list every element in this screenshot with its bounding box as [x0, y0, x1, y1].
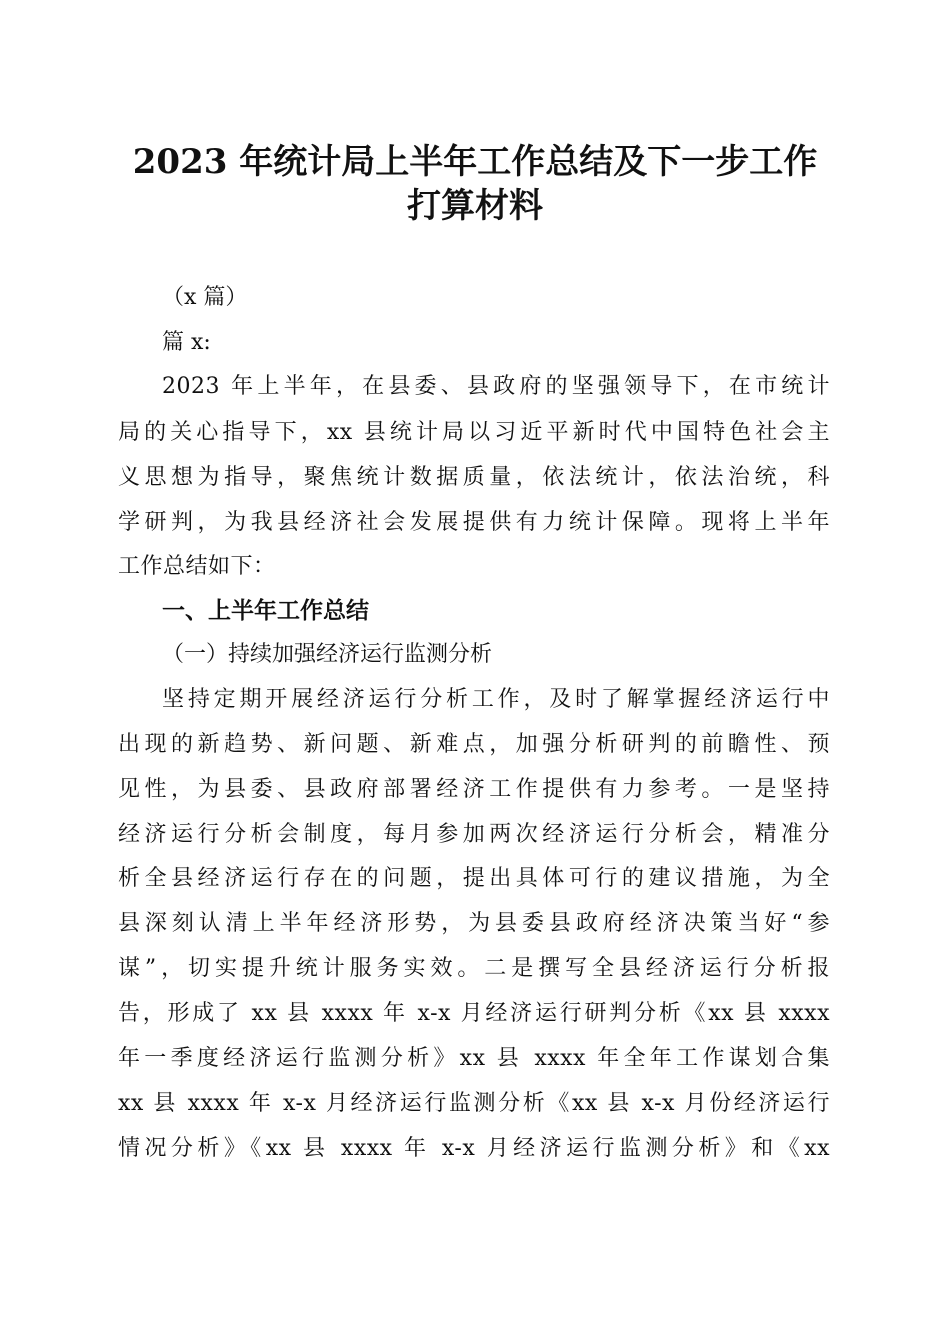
intro-line: 义思想为指导，聚焦统计数据质量，依法统计，依法治统，科	[118, 465, 830, 490]
body-line: 情况分析》《xx 县 xxxx 年 x-x 月经济运行监测分析》和《xx	[118, 1136, 830, 1161]
body-line: xx 县 xxxx 年 x-x 月经济运行监测分析《xx 县 x-x 月份经济运行	[118, 1091, 830, 1116]
body-line: 谋”，切实提升统计服务实效。二是撰写全县经济运行分析报	[118, 956, 830, 981]
chapter-label: 篇 x:	[162, 330, 211, 355]
body-line: 坚持定期开展经济运行分析工作，及时了解掌握经济运行中	[162, 687, 830, 712]
intro-line: 学研判，为我县经济社会发展提供有力统计保障。现将上半年	[118, 510, 830, 535]
body-line: 见性，为县委、县政府部署经济工作提供有力参考。一是坚持	[118, 777, 830, 802]
document-title-line-2: 打算材料	[407, 186, 543, 226]
subsection-heading: （一）持续加强经济运行监测分析	[162, 642, 493, 667]
section-heading: 一、上半年工作总结	[162, 598, 369, 624]
count-note: （x 篇）	[162, 285, 248, 310]
body-line: 告，形成了 xx 县 xxxx 年 x-x 月经济运行研判分析《xx 县 xxxx	[118, 1001, 830, 1026]
body-line: 经济运行分析会制度，每月参加两次经济运行分析会，精准分	[118, 822, 830, 847]
body-line: 析全县经济运行存在的问题，提出具体可行的建议措施，为全	[118, 866, 830, 891]
body-line: 出现的新趋势、新问题、新难点，加强分析研判的前瞻性、预	[118, 732, 830, 757]
intro-line: 工作总结如下：	[118, 554, 276, 579]
intro-line: 局的关心指导下，xx 县统计局以习近平新时代中国特色社会主	[118, 420, 830, 445]
document-title-line-1: 2023 年统计局上半年工作总结及下一步工作	[132, 142, 818, 182]
body-line: 县深刻认清上半年经济形势，为县委县政府经济决策当好“参	[118, 911, 830, 936]
intro-line: 2023 年上半年，在县委、县政府的坚强领导下，在市统计	[162, 374, 830, 399]
body-line: 年一季度经济运行监测分析》xx 县 xxxx 年全年工作谋划合集	[118, 1046, 830, 1071]
